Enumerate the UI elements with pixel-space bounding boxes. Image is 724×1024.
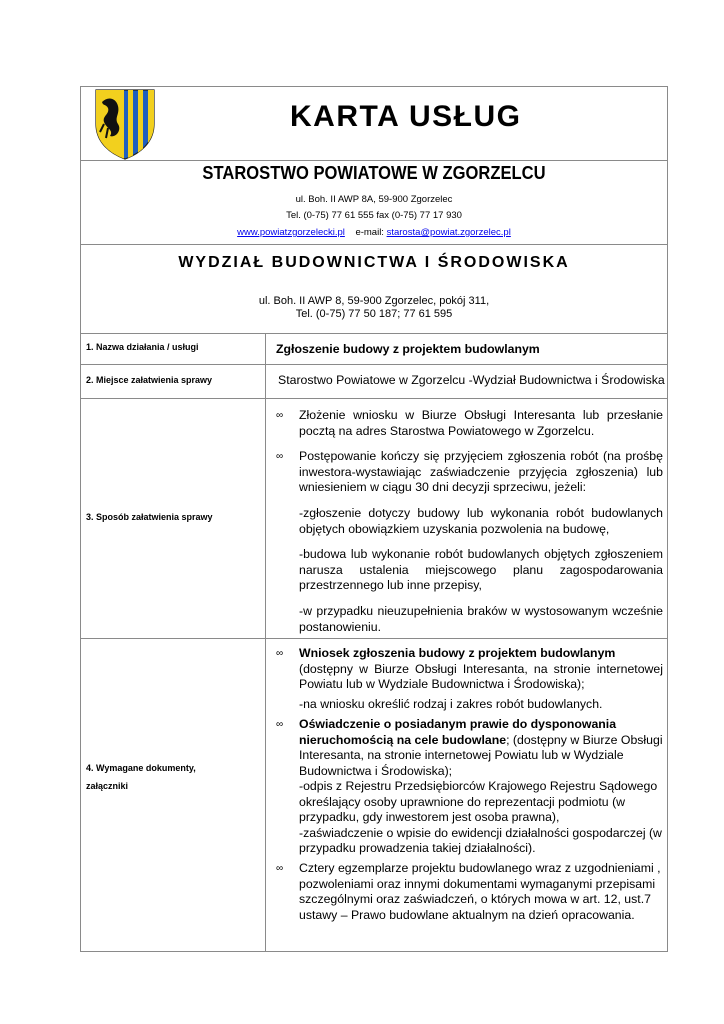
office-contact [80,227,668,238]
row3-bullet1: Złożenie wniosku w Biurze Obsługi Interesanta lub przesłanie pocztą na adres Starostwa Powiatowego w Zgorzelcu. [299,408,663,438]
doc2-extra1: -odpis z Rejestru Przedsiębiorców Krajowego Rejestru Sądowego określający osoby uprawnione do reprezentacji podmiotu (w przypadku, gdy inwestorem jest osoba prawna), [299,779,658,824]
divider-department [80,333,668,334]
page-title: KARTA USŁUG [290,100,522,133]
email-link[interactable]: starosta@powiat.zgorzelec.pl [386,227,511,238]
department-address: ul. Boh. II AWP 8, 59-900 Zgorzelec, pokój 311, [258,295,490,307]
row3-case1: -zgłoszenie dotyczy budowy lub wykonania robót budowlanych objętych obowiązkiem uzyskania pozwolenia na budowę, [299,506,663,536]
row3-case3: -w przypadku nieuzupełnienia braków w wystosowanym wcześnie postanowieniu. [299,604,663,634]
coat-of-arms-icon [94,88,156,160]
doc1-title: Wniosek zgłoszenia budowy z projektem budowlanym [299,646,616,660]
bullet-icon: ∞ [276,410,284,421]
row2-label: 2. Miejsce załatwienia sprawy [86,375,213,385]
office-phone: Tel. (0-75) 77 61 555 fax (0-75) 77 17 930 [286,210,462,221]
doc1-desc: (dostępny w Biurze Obsługi Interesanta, na stronie internetowej Powiatu lub w Wydziale Budownictwa i Środowiska); [299,661,663,691]
website-link[interactable]: www.powiatzgorzelecki.pl [237,227,345,238]
doc2-desc: ; (dostępny w Biurze Obsługi Interesanta, na stronie internetowej Powiatu lub w Wydziale Budownictwa i Środowiska); [299,732,663,778]
row1-value: Zgłoszenie budowy z projektem budowlanym [276,342,540,356]
row4-label-cont: załączniki [86,781,129,791]
row3-bullet2: Postępowanie kończy się przyjęciem zgłoszenia robót (na prośbę inwestora-wystawiając zaświadczenie przyjęcia zgłoszenia) lub wniesieniem w ciągu 30 dni decyzji sprzeciwu, jeżeli: [299,449,663,494]
office-name: STAROSTWO POWIATOWE W ZGORZELCU [202,163,546,183]
row4-doc1-note: -na wniosku określić rodzaj i zakres robót budowlanych. [299,697,603,711]
divider-office [80,244,668,245]
row4-doc1 [299,646,663,693]
doc2-extra2: -zaświadczenie o wpisie do ewidencji działalności gospodarczej (w przypadku prowadzenia takiej działalności). [299,825,662,855]
department-phone: Tel. (0-75) 77 50 187; 77 61 595 [295,308,453,320]
department-name: WYDZIAŁ BUDOWNICTWA I ŚRODOWISKA [178,254,570,271]
divider-header [80,160,668,161]
row4-doc2 [299,717,663,857]
bullet-icon: ∞ [276,719,284,730]
divider-row2 [80,398,668,399]
row3-label: 3. Sposób załatwienia sprawy [86,512,213,522]
row1-label: 1. Nazwa działania / usługi [86,342,199,352]
bullet-icon: ∞ [276,648,284,659]
divider-row3 [80,638,668,639]
office-address: ul. Boh. II AWP 8A, 59-900 Zgorzelec [295,194,453,205]
row4-label: 4. Wymagane dokumenty, [86,763,196,773]
row3-case2: -budowa lub wykonanie robót budowlanych objętych zgłoszeniem narusza ustalenia miejscowego planu zagospodarowania przestrzennego lub inne przepisy, [299,547,663,592]
doc2-title: Oświadczenie o posiadanym prawie do dysponowania nieruchomością na cele budowlane [299,717,617,747]
row2-value: Starostwo Powiatowe w Zgorzelcu -Wydział Budownictwa i Środowiska [278,373,665,387]
divider-row1 [80,364,668,365]
column-divider [265,333,266,952]
bullet-icon: ∞ [276,451,284,462]
row4-doc3: Cztery egzemplarze projektu budowlanego wraz z uzgodnieniami , pozwoleniami oraz innymi dokumentami wymaganymi przepisami szczególnymi oraz zaświadczeń, o których mowa w art. 12, ust.7 ustawy – Prawo budowlane aktualnym na dzień opracowania. [299,861,661,922]
email-label: e-mail: [355,227,384,238]
bullet-icon: ∞ [276,863,284,874]
